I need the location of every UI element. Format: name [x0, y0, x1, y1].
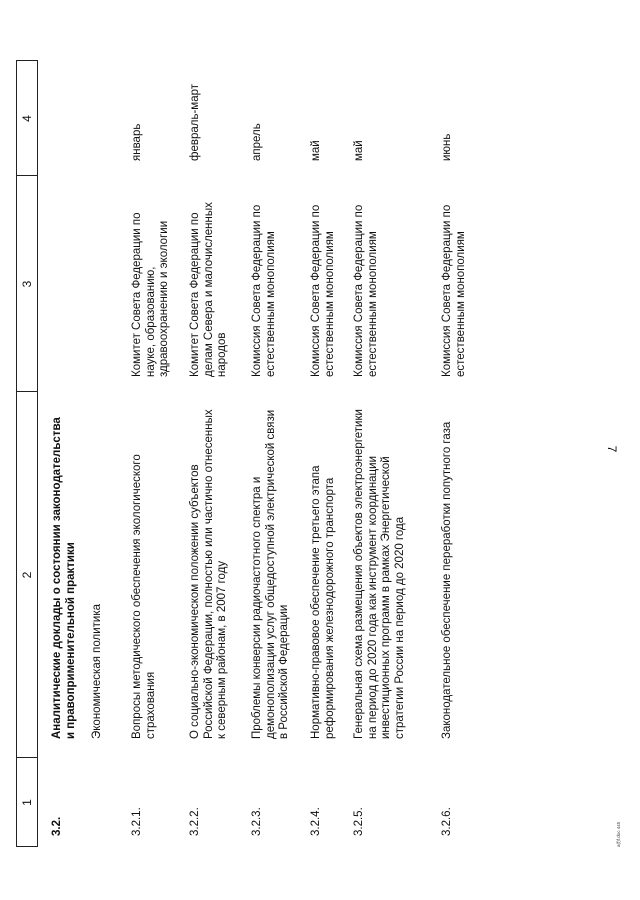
row-term: июнь	[441, 133, 453, 161]
page-number: 7	[605, 445, 619, 453]
header-col-4: 4	[20, 115, 34, 122]
row-number: 3.2.4.	[310, 807, 322, 836]
row-responsible: Комиссия Совета Федерации по естественным монополиям	[251, 204, 277, 377]
row-number: 3.2.	[51, 816, 63, 836]
row-title: Вопросы методического обеспечения экологического страхования	[131, 454, 157, 739]
row-term: февраль-март	[189, 83, 201, 161]
row-number: 3.2.6.	[441, 807, 453, 836]
row-title: О социально-экономическом положении субъектов Российской Федерации, полностью или частично отнесенных к северным районам, в 2007 году	[189, 409, 228, 739]
row-title: Нормативно-правовое обеспечение третьего этапа реформирования железнодорожного транспорта	[310, 465, 336, 739]
row-number: 3.2.3.	[251, 807, 263, 836]
row-title: Генеральная схема размещения объектов электроэнергетики на период до 2020 года как инструмент координации инвестиционных программ в рамках Энергетической стратегии России на период до 2020 года	[353, 409, 406, 739]
header-col-3: 3	[20, 280, 34, 288]
header-col-2: 2	[20, 571, 34, 579]
row-term: май	[310, 140, 322, 161]
row-responsible: Комитет Совета Федерации по науке, образованию, здравоохранению и экологии	[131, 212, 170, 377]
row-title: Проблемы конверсии радиочастотного спектра и демонополизации услуг общедоступной электрической связи в Российской Федерации	[251, 409, 290, 739]
row-title: Аналитические доклады о состоянии законодательства и правоприменительной практики	[51, 417, 77, 739]
row-term: апрель	[251, 123, 263, 161]
row-responsible: Комиссия Совета Федерации по естественным монополиям	[310, 204, 336, 377]
row-responsible: Комиссия Совета Федерации по естественным монополиям	[441, 204, 467, 377]
row-number: 3.2.2.	[189, 807, 201, 836]
section-title: Экономическая политика	[91, 603, 103, 739]
header-col-1: 1	[20, 799, 34, 806]
row-title: Законодательное обеспечение переработки попутного газа	[441, 421, 453, 739]
row-term: май	[353, 140, 365, 161]
row-responsible: Комиссия Совета Федерации по естественным монополиям	[353, 204, 379, 377]
row-responsible: Комитет Совета Федерации по делам Севера и малочисленных народов	[189, 202, 228, 377]
row-number: 3.2.1.	[131, 807, 143, 836]
row-term: январь	[131, 123, 143, 161]
file-code: a(f)f.doc 445	[616, 821, 621, 847]
row-number: 3.2.5.	[353, 807, 365, 836]
rotated-table-page	[16, 47, 621, 847]
